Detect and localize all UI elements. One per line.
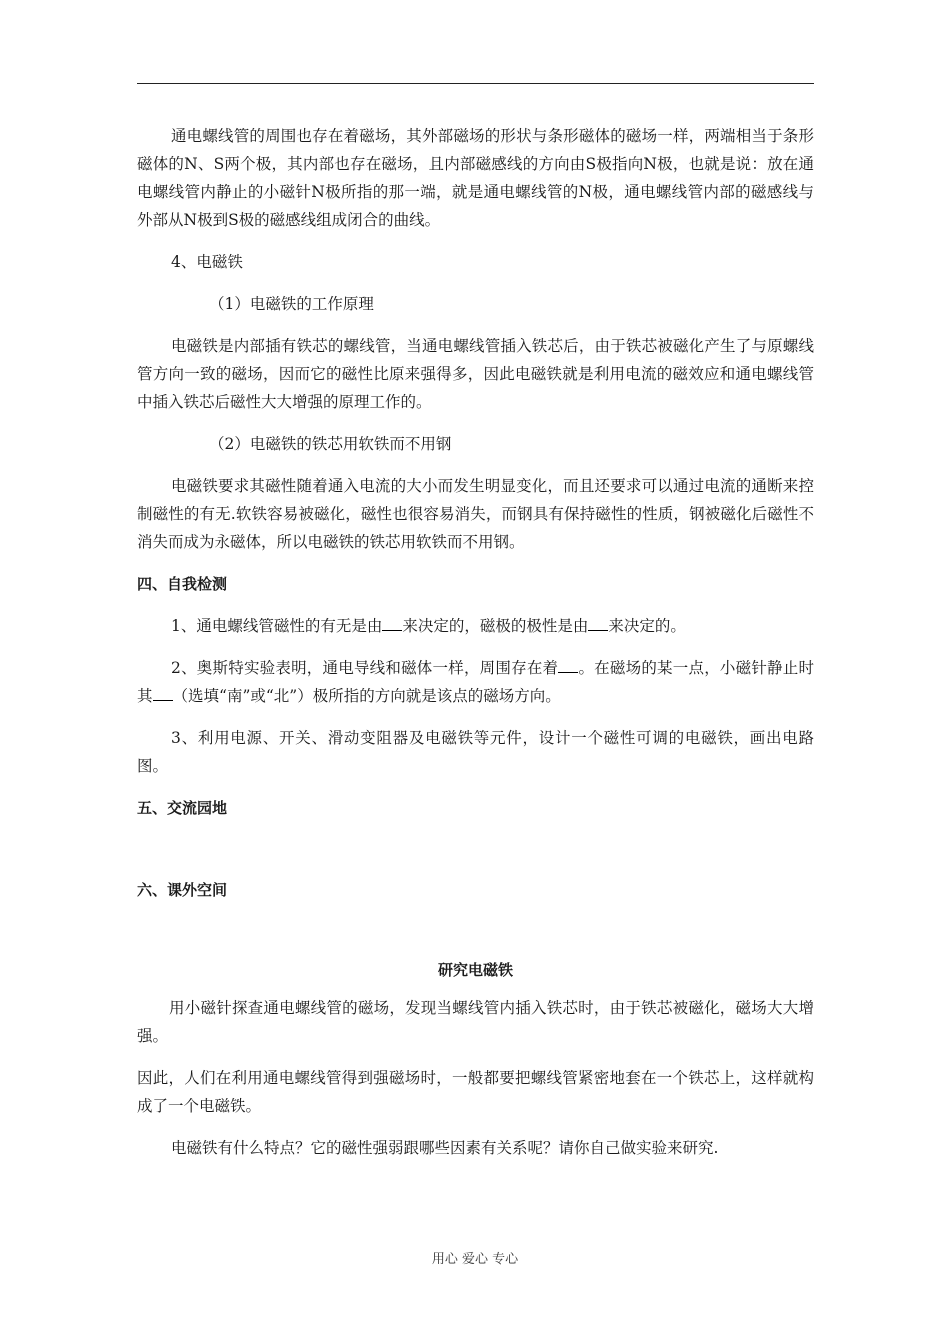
article-title: 研究电磁铁 [437,961,513,979]
page-footer: 用心 爱心 专心 [431,1252,519,1267]
paragraph-working-principle: 电磁铁是内部插有铁芯的螺线管，当通电螺线管插入铁芯后，由于铁芯被磁化产生了与原螺线管方向一致的磁场，因而它的磁性比原来强得多，因此电磁铁就是利用电流的磁效应和通电螺线管中插入铁芯后磁性大大增强的原理工作的。 [137,337,814,411]
question-1-text-a: 1、通电螺线管磁性的有无是由 [171,617,383,635]
page-content [137,122,814,1176]
question-2-text-b: 。在磁场的某一点，小磁针静止时其 [137,659,814,705]
answer-blank[interactable] [558,658,578,673]
subitem-soft-iron-core: （2）电磁铁的铁芯用软铁而不用钢 [209,435,452,453]
section-self-test-title: 四、自我检测 [137,575,228,593]
question-2 [137,654,814,710]
article-paragraph-3: 电磁铁有什么特点？它的磁性强弱跟哪些因素有关系呢？请你自己做实验来研究. [171,1139,719,1157]
answer-blank[interactable] [153,686,173,701]
question-1 [137,612,814,640]
subitem-working-principle: （1）电磁铁的工作原理 [209,295,374,313]
question-1-text-b: 来决定的，磁极的极性是由 [402,617,589,635]
question-1-text-c: 来决定的。 [608,617,686,635]
item-electromagnet: 4、电磁铁 [171,253,243,271]
answer-blank[interactable] [382,616,402,631]
paragraph-solenoid-field: 通电螺线管的周围也存在着磁场，其外部磁场的形状与条形磁体的磁场一样，两端相当于条形磁体的N、S两个极，其内部也存在磁场，且内部磁感线的方向由S极指向N极，也就是说：放在通电螺线管内静止的小磁针N极所指的那一端，就是通电螺线管的N极，通电螺线管内部的磁感线与外部从N极到S极的磁感线组成闭合的曲线。 [137,127,814,229]
section-extracurricular-title: 六、课外空间 [137,881,228,899]
question-2-text-c: （选填“南”或“北”）极所指的方向就是该点的磁场方向。 [172,687,561,705]
paragraph-soft-iron-core: 电磁铁要求其磁性随着通入电流的大小而发生明显变化，而且还要求可以通过电流的通断来控制磁性的有无.软铁容易被磁化，磁性也很容易消失，而钢具有保持磁性的性质，钢被磁化后磁性不消失而成为永磁体，所以电磁铁的铁芯用软铁而不用钢。 [137,477,814,551]
spacer [137,918,814,956]
question-3: 3、利用电源、开关、滑动变阻器及电磁铁等元件，设计一个磁性可调的电磁铁，画出电路图。 [137,729,814,775]
exchange-blank-space [137,836,814,876]
article-paragraph-2: 因此，人们在利用通电螺线管得到强磁场时，一般都要把螺线管紧密地套在一个铁芯上，这样就构成了一个电磁铁。 [137,1069,814,1115]
article-paragraph-1: 用小磁针探查通电螺线管的磁场，发现当螺线管内插入铁芯时，由于铁芯被磁化，磁场大大增强。 [137,999,814,1045]
section-exchange-title: 五、交流园地 [137,799,228,817]
question-2-text-a: 2、奥斯特实验表明，通电导线和磁体一样，周围存在着 [171,659,559,677]
answer-blank[interactable] [588,616,608,631]
header-rule [137,83,814,84]
